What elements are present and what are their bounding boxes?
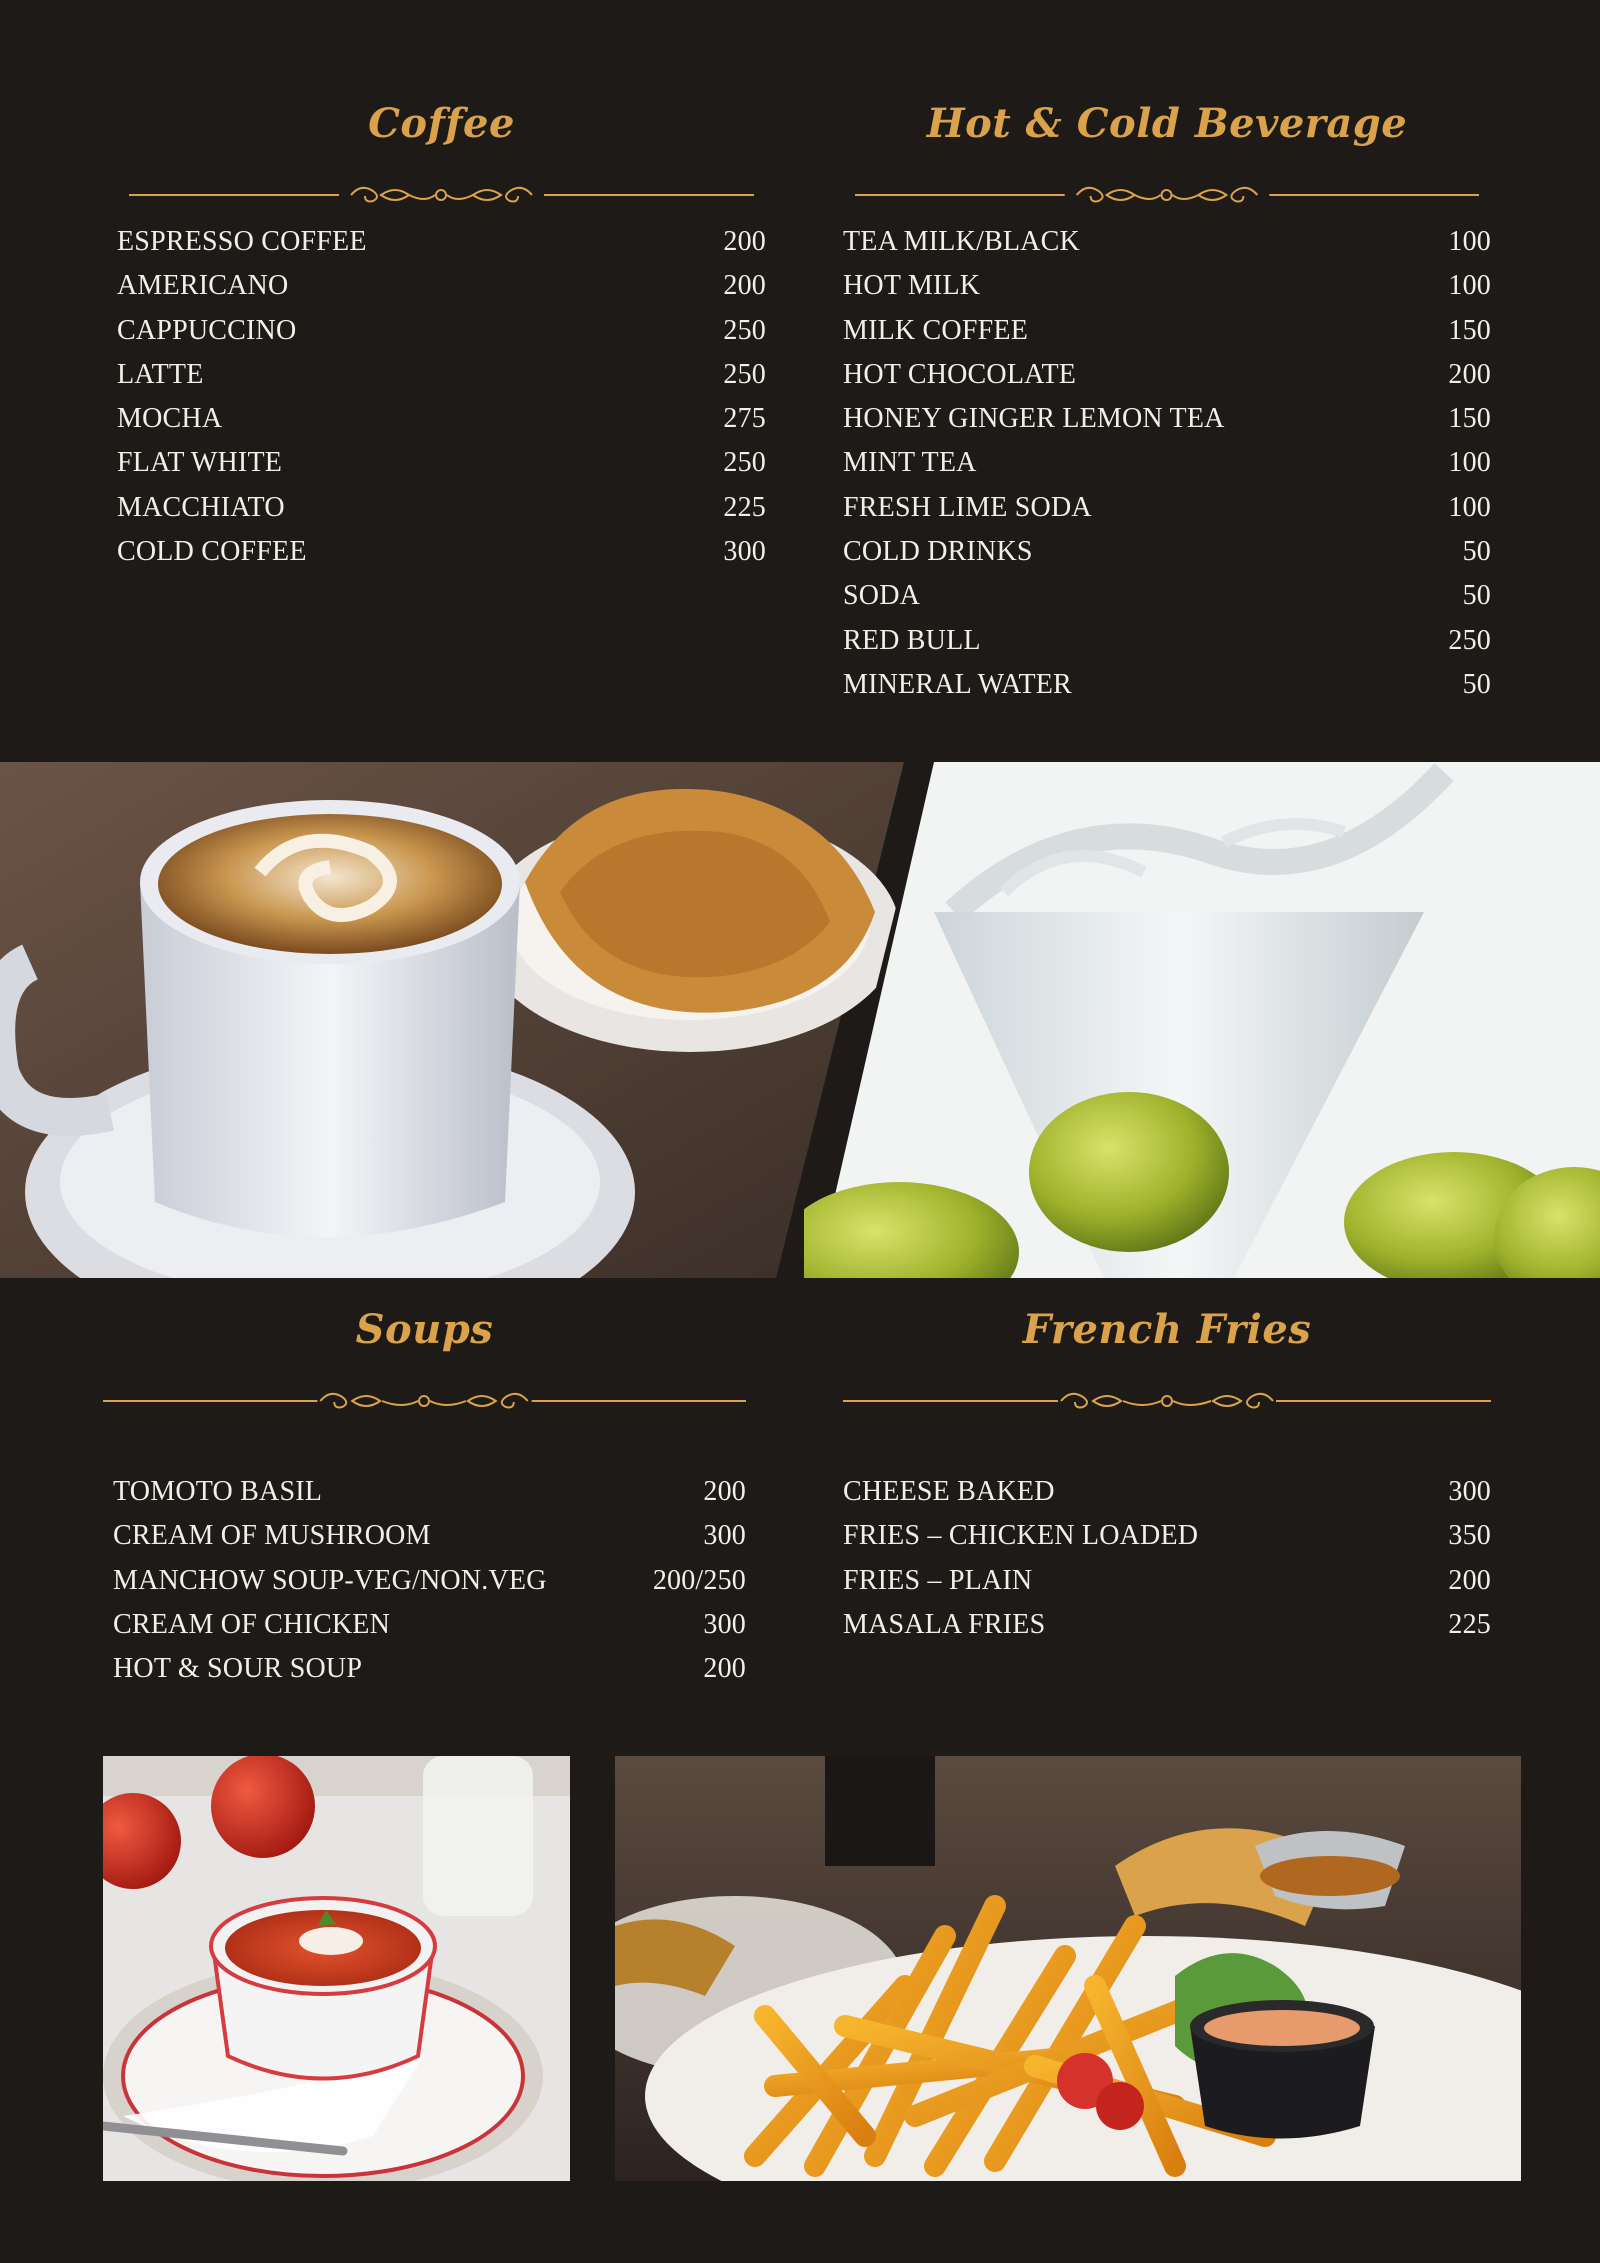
item-price: 350: [1448, 1520, 1491, 1552]
menu-item: [117, 403, 766, 447]
menu-item: [117, 536, 766, 580]
item-name: COLD COFFEE: [117, 536, 307, 568]
coffee-section: [117, 100, 766, 600]
soups-section: [103, 1294, 746, 1704]
ornament-divider: [129, 180, 754, 210]
menu-item: [843, 1565, 1491, 1609]
item-name: CAPPUCCINO: [117, 314, 297, 346]
soups-items: [113, 1476, 746, 1697]
item-price: 150: [1448, 403, 1491, 435]
menu-item: [843, 226, 1491, 270]
item-name: AMERICANO: [117, 270, 289, 302]
item-price: 100: [1448, 226, 1491, 257]
menu-item: [113, 1653, 746, 1697]
item-price: 225: [1448, 1608, 1491, 1640]
menu-item: [843, 270, 1491, 314]
item-name: SODA: [843, 580, 921, 612]
item-price: 200/250: [652, 1564, 746, 1596]
item-price: 200: [723, 270, 766, 302]
item-name: MINERAL WATER: [843, 668, 1072, 700]
item-price: 50: [1462, 668, 1491, 700]
french-fries-photo: [615, 1756, 1521, 2181]
menu-item: [843, 536, 1491, 580]
item-name: MACCHIATO: [117, 491, 285, 523]
soups-title: Soups: [355, 1306, 494, 1353]
item-name: MILK COFFEE: [843, 314, 1028, 346]
ornament-divider: [103, 1386, 746, 1416]
item-price: 300: [723, 536, 766, 568]
coffee-title: Coffee: [368, 100, 515, 147]
item-name: HOT CHOCOLATE: [843, 358, 1077, 390]
item-price: 300: [703, 1520, 746, 1552]
item-name: HONEY GINGER LEMON TEA: [843, 403, 1225, 435]
item-name: HOT MILK: [843, 270, 981, 302]
coffee-items: [117, 226, 766, 580]
item-price: 150: [1448, 314, 1491, 346]
menu-item: [113, 1476, 746, 1520]
item-price: 50: [1462, 536, 1491, 568]
ornament-divider: [855, 180, 1479, 210]
item-price: 300: [703, 1608, 746, 1640]
beverage-title: Hot & Cold Beverage: [926, 100, 1408, 147]
coffee-photo: [0, 762, 904, 1278]
item-name: COLD DRINKS: [843, 536, 1033, 568]
fries-title: French Fries: [1022, 1306, 1312, 1353]
menu-item: [113, 1565, 746, 1609]
item-name: CHEESE BAKED: [843, 1476, 1055, 1507]
item-name: ESPRESSO COFFEE: [117, 226, 367, 257]
menu-item: [843, 580, 1491, 624]
item-price: 250: [1448, 624, 1491, 656]
item-name: MASALA FRIES: [843, 1608, 1046, 1640]
item-price: 200: [703, 1476, 746, 1507]
menu-item: [843, 403, 1491, 447]
item-name: FRIES – CHICKEN LOADED: [843, 1520, 1199, 1552]
item-name: MANCHOW SOUP-VEG/NON.VEG: [113, 1564, 547, 1596]
menu-item: [843, 1609, 1491, 1653]
menu-item: [117, 359, 766, 403]
item-price: 100: [1448, 447, 1491, 479]
menu-item: [843, 492, 1491, 536]
item-name: MINT TEA: [843, 447, 977, 479]
item-name: TEA MILK/BLACK: [843, 226, 1080, 257]
menu-item: [843, 447, 1491, 491]
fries-section: [843, 1294, 1491, 1654]
item-name: FRIES – PLAIN: [843, 1564, 1033, 1596]
item-price: 275: [723, 403, 766, 435]
item-name: FLAT WHITE: [117, 447, 283, 479]
beverage-items: [843, 226, 1491, 713]
item-price: 200: [1448, 358, 1491, 390]
menu-item: [117, 492, 766, 536]
menu-item: [843, 315, 1491, 359]
item-price: 100: [1448, 270, 1491, 302]
menu-item: [843, 669, 1491, 713]
item-price: 100: [1448, 491, 1491, 523]
menu-item: [843, 625, 1491, 669]
item-price: 300: [1448, 1476, 1491, 1507]
item-name: RED BULL: [843, 624, 981, 656]
item-price: 250: [723, 314, 766, 346]
lime-drink-photo: [804, 762, 1600, 1278]
item-name: HOT & SOUR SOUP: [113, 1653, 363, 1685]
ornament-divider: [843, 1386, 1491, 1416]
item-price: 225: [723, 491, 766, 523]
menu-item: [117, 270, 766, 314]
fries-items: [843, 1476, 1491, 1653]
menu-item: [117, 226, 766, 270]
menu-item: [113, 1520, 746, 1564]
item-name: TOMOTO BASIL: [113, 1476, 323, 1507]
item-price: 50: [1462, 580, 1491, 612]
item-price: 200: [1448, 1564, 1491, 1596]
menu-item: [843, 1476, 1491, 1520]
beverage-section: [843, 100, 1491, 720]
tomato-soup-photo: [103, 1756, 570, 2181]
item-name: CREAM OF CHICKEN: [113, 1608, 391, 1640]
item-name: LATTE: [117, 358, 204, 390]
item-name: CREAM OF MUSHROOM: [113, 1520, 431, 1552]
item-price: 250: [723, 447, 766, 479]
item-price: 250: [723, 358, 766, 390]
item-name: FRESH LIME SODA: [843, 491, 1092, 523]
menu-item: [843, 1520, 1491, 1564]
menu-item: [117, 315, 766, 359]
item-price: 200: [703, 1653, 746, 1685]
menu-item: [113, 1609, 746, 1653]
item-name: MOCHA: [117, 403, 223, 435]
menu-item: [843, 359, 1491, 403]
item-price: 200: [723, 226, 766, 257]
menu-item: [117, 447, 766, 491]
